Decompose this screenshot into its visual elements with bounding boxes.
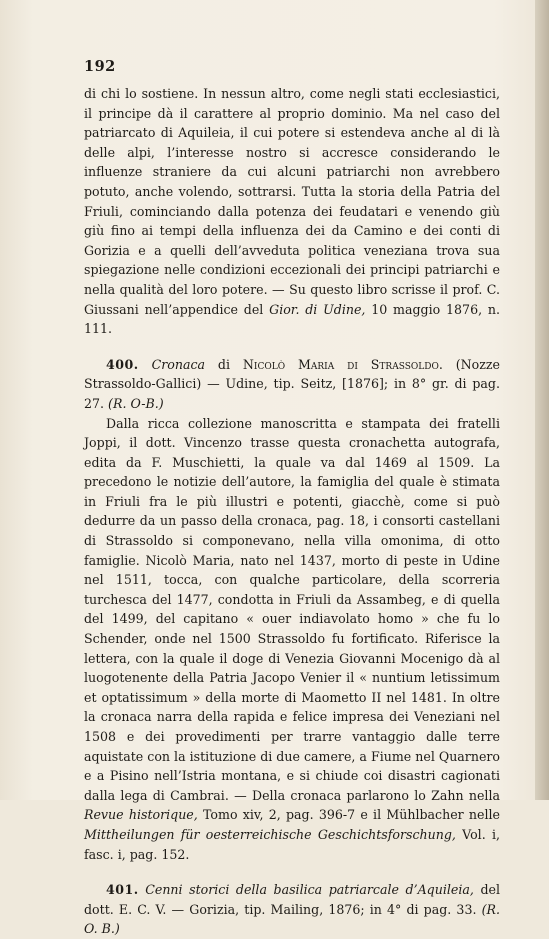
entry-401-publication: del dott. E. C. V. — Gorizia, tip. Mailing, 1876; in 4° di pag. 33. (84, 882, 500, 917)
entry-400-body-1: Dalla ricca collezione manoscritta e stampata dei fratelli Joppi, il dott. Vincenzo trasse questa cronachetta autografa, edita da F. Muschietti, la quale va dal 1469 al 1509. La precedono le notizie dell’autore, la famiglia del quale è stimata in Friuli fra le più illustri e potenti, giacchè, come si può dedurre da un passo della cronaca, pag. 18, i consorti castellani di Strassoldo si componevano, nella villa omonima, di otto famiglie. Nicolò Maria, nato nel 1437, morto di peste in Udine nel 1511, tocca, con qualche particolare, della scorreria turchesca del 1477, condotta in Friuli da Assambeg, e di quella del 1499, del capitano « ouer indiavolato homo » che fu lo Schender, onde nel 1500 Strassoldo fu fortificato. Riferisce la lettera, con la quale il doge di Venezia Giovanni Mocenigo dà al luogotenente della Patria Jacopo Venier il « nuntium letissimum et optatissimum » della morte di Maometto II nel 1481. In oltre la cronaca narra della rapida e felice impresa dei Veneziani nel 1508 e dei provedimenti per trarre vantaggio dalle terre aquistate con la istituzione di due camere, a Fiume nel Quarnero e a Pisino nell’Istria montana, e si chiude coi disastri cagionati dalla lega di Cambrai. — Della cronaca parlarono lo Zahn nella (84, 415, 500, 803)
entry-400-heading (84, 355, 500, 414)
entry-400-author: Nicolò Maria di Strassoldo. (242, 356, 443, 372)
entry-400-number: 400. (106, 356, 139, 372)
page-spine-shadow (535, 0, 549, 800)
entry-401-heading (84, 880, 500, 939)
entry-400-publication: (Nozze Strassoldo-Gallici) — Udine, tip. Seitz, [1876]; in 8° gr. di pag. 27. (84, 356, 500, 411)
entry-401-number: 401. (106, 882, 139, 898)
page-number: 192 (84, 58, 116, 75)
entry-400-by: di (205, 356, 243, 372)
entry-400-body-2: Tomo xiv, 2, pag. 396-7 e il Mühlbacher nelle (197, 807, 500, 823)
entry-400-body (84, 414, 500, 865)
entry-401-title: Cenni storici della basilica patriarcale d’Aquileia, (145, 882, 474, 898)
entry-400-title: Cronaca (151, 356, 206, 372)
entry-400-revue: Revue historique, (84, 807, 198, 823)
intro-text-1: di chi lo sostiene. In nessun altro, come negli stati ecclesiastici, il principe dà il carattere al proprio dominio. Ma nel caso del patriarcato di Aquileia, il cui potere si estendeva anche al di là delle alpi, l’interesse nostro si accresce considerando le influenze straniere da cui alcuni patriarchi non avrebbero potuto, anche volendo, sottrarsi. Tutta la storia della Patria del Friuli, cominciando dalla potenza dei feudatari e venendo giù giù fino ai tempi della influenza dei da Camino e dei conti di Gorizia e a quelli dell’avveduta politica veneziana trova sua spiegazione nelle condizioni eccezionali dei principi patriarchi e nella qualità del loro potere. — Su questo libro scrisse il prof. C. Giussani nell’appendice del (84, 86, 500, 317)
intro-paragraph (84, 84, 500, 339)
intro-journal: Gior. di Udine, (269, 301, 366, 317)
page-content (84, 84, 500, 939)
intro-text-2: 10 maggio 1876, n. 111. (84, 301, 500, 337)
entry-401-source: (R. O. B.) (84, 901, 500, 937)
entry-400-body-3: Vol. i, fasc. i, pag. 152. (84, 826, 500, 862)
entry-400-mittheilungen: Mittheilungen für oesterreichische Geschichtsforschung, (84, 826, 456, 842)
entry-400-source: (R. O-B.) (108, 395, 164, 411)
